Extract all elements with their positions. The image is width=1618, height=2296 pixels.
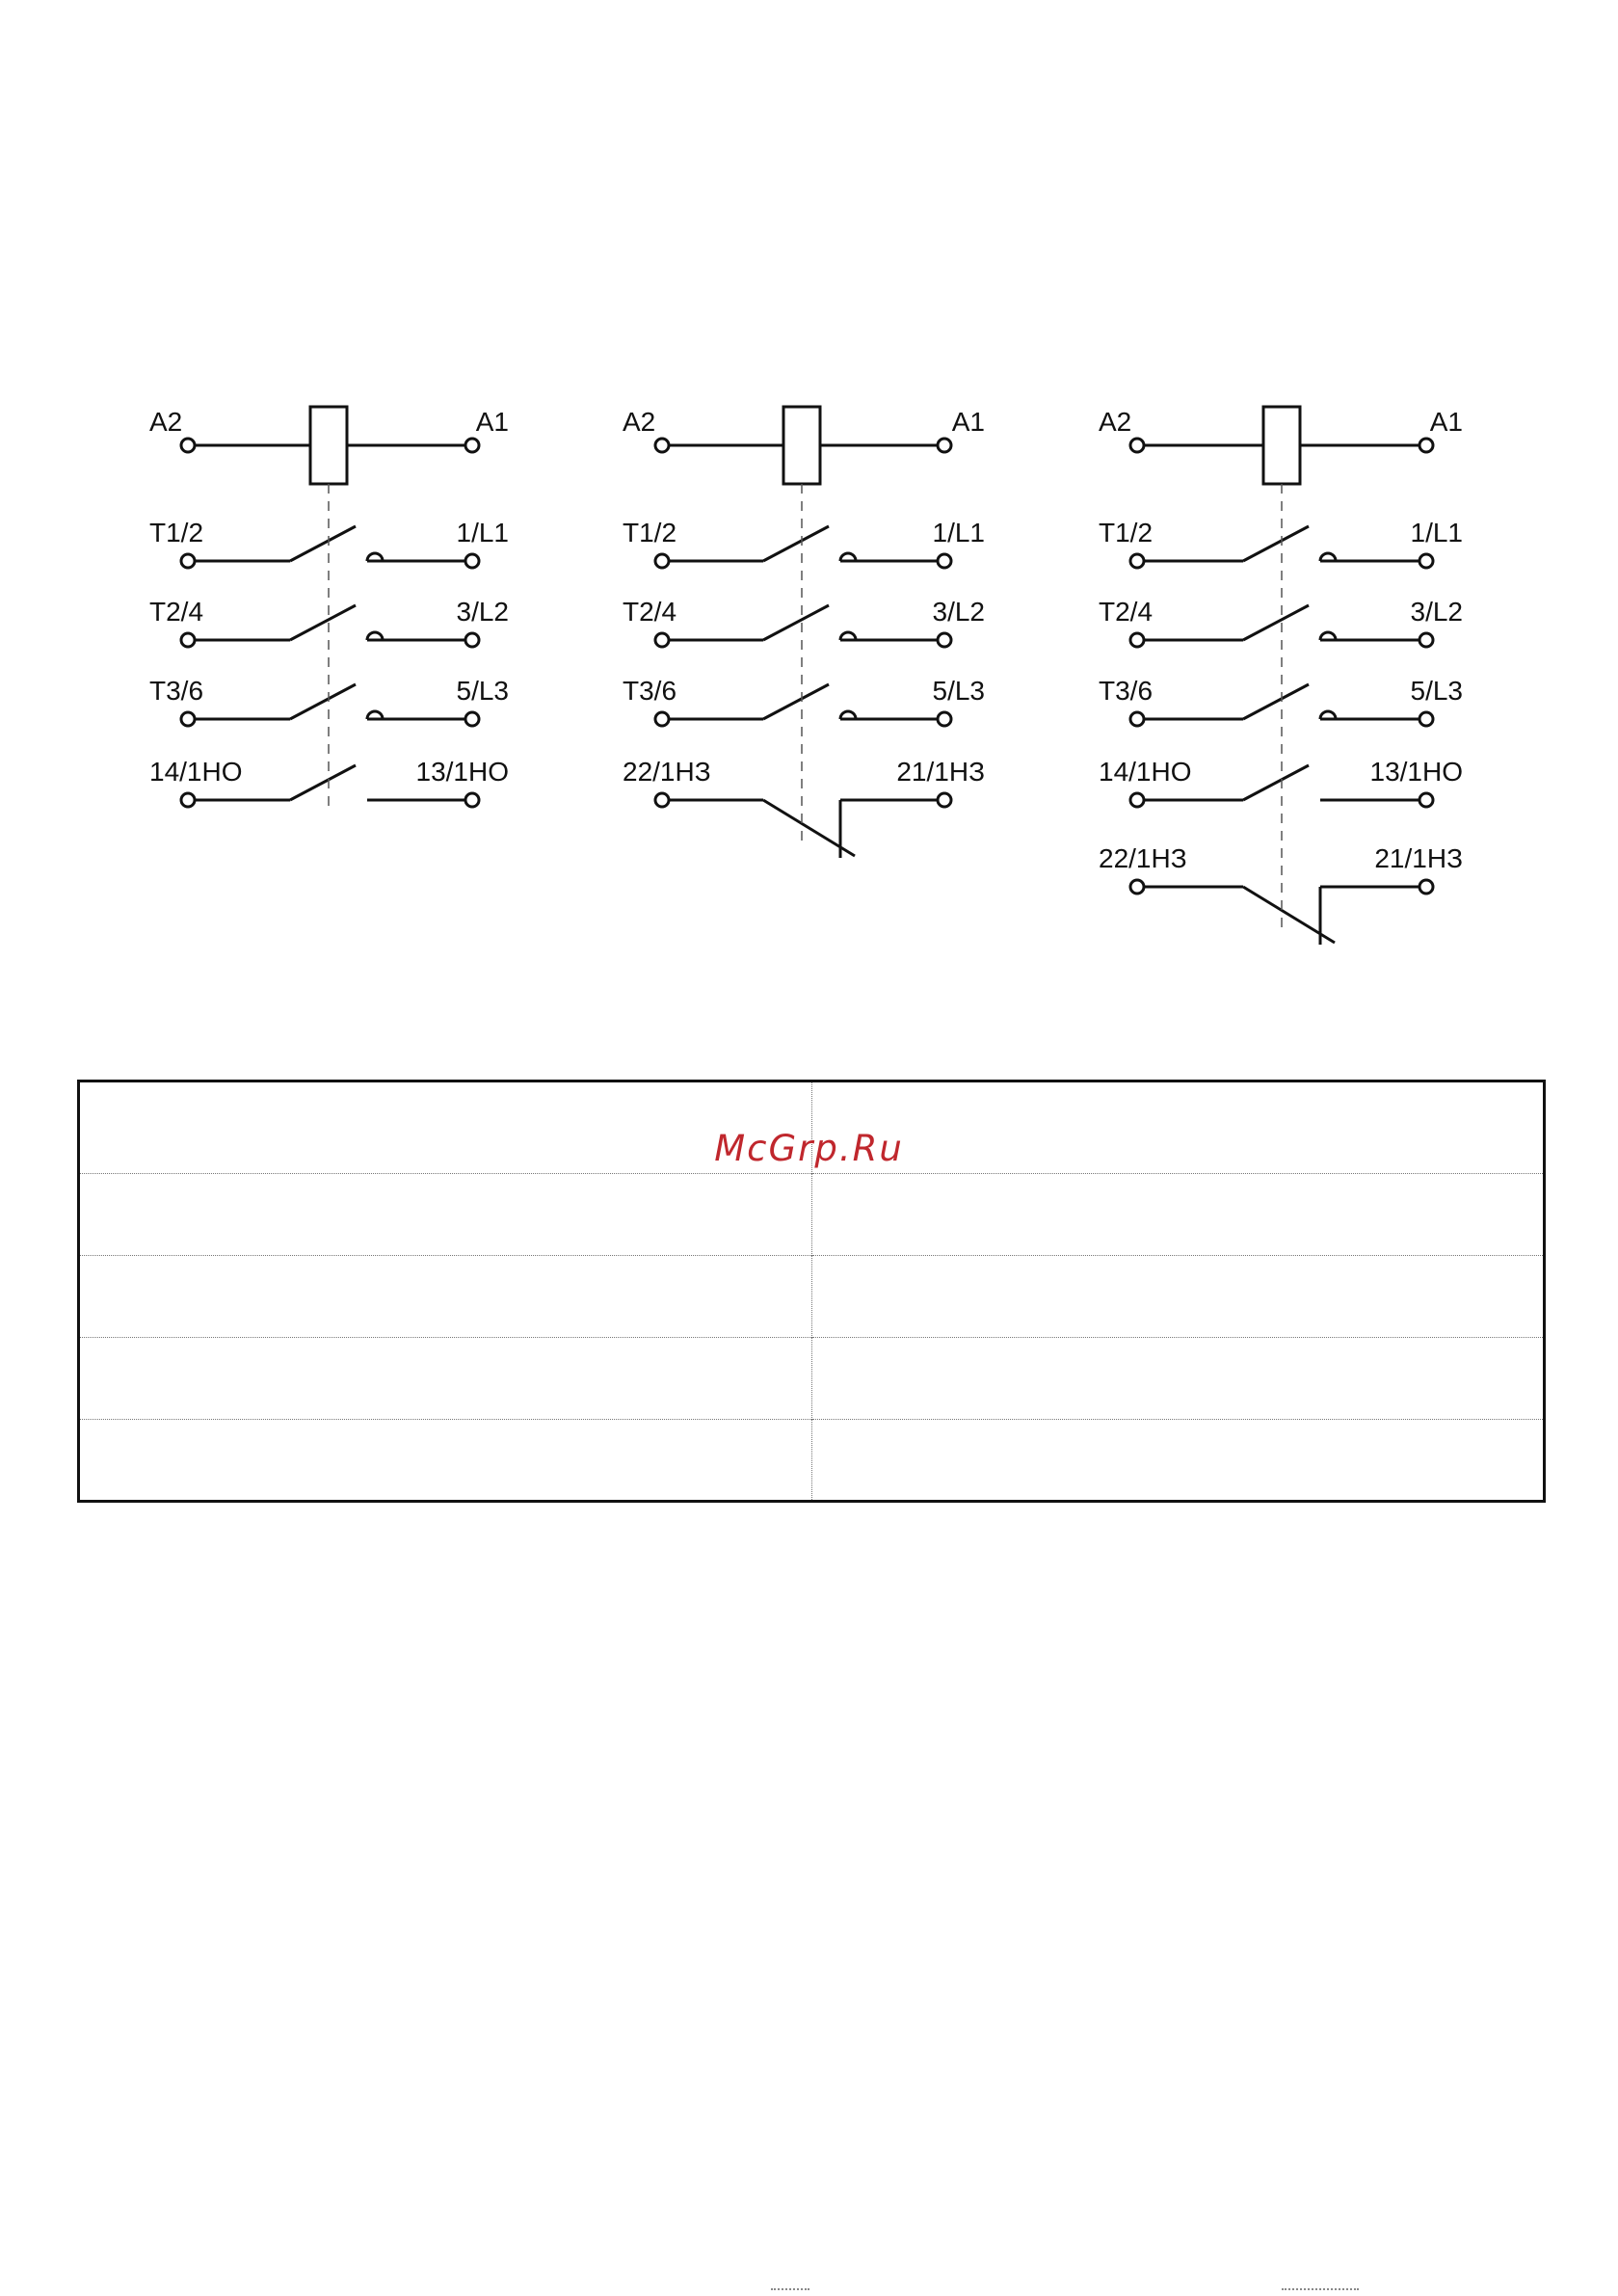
terminal-icon [655, 554, 669, 568]
terminal-icon [181, 439, 195, 452]
terminal-label-right: 1/L1 [1410, 518, 1463, 547]
contact-blade [290, 605, 356, 640]
table-row [79, 1256, 1545, 1338]
terminal-icon [1419, 439, 1433, 452]
coil-symbol [1263, 407, 1300, 484]
terminal-label-right: 1/L1 [456, 518, 509, 547]
terminal-label-right: 21/1НЗ [1374, 843, 1463, 873]
terminal-label-left: T1/2 [1099, 518, 1154, 547]
terminal-icon [655, 633, 669, 647]
footer-mark-right [1282, 2288, 1359, 2294]
terminal-label-left: T3/6 [149, 676, 204, 706]
coil-label-right: A1 [1429, 407, 1463, 437]
terminal-label-left: T1/2 [623, 518, 677, 547]
contact-blade [1243, 684, 1309, 719]
terminal-label-left: 22/1НЗ [1099, 843, 1187, 873]
terminal-label-right: 1/L1 [932, 518, 985, 547]
terminal-icon [1130, 880, 1144, 894]
terminal-label-left: T3/6 [623, 676, 677, 706]
terminal-icon [655, 712, 669, 726]
terminal-icon [938, 712, 951, 726]
contact-blade [1243, 605, 1309, 640]
coil-symbol [310, 407, 347, 484]
terminal-label-left: 22/1НЗ [623, 757, 711, 787]
watermark-text: McGrp.Ru [714, 1128, 904, 1169]
contact-blade [290, 526, 356, 561]
table-row [79, 1338, 1545, 1420]
contactor-wiring-diagrams [0, 0, 1618, 1060]
terminal-icon [181, 712, 195, 726]
terminal-label-left: T3/6 [1099, 676, 1154, 706]
terminal-icon [1419, 633, 1433, 647]
terminal-icon [181, 554, 195, 568]
coil-label-right: A1 [475, 407, 509, 437]
terminal-label-left: 14/1НО [149, 757, 243, 787]
terminal-icon [465, 712, 479, 726]
diagram-2 [623, 407, 985, 858]
coil-label-left: A2 [623, 407, 656, 437]
contact-blade [1243, 765, 1309, 800]
terminal-icon [938, 554, 951, 568]
terminal-label-right: 3/L2 [932, 597, 985, 627]
terminal-icon [181, 633, 195, 647]
table-cell [811, 1174, 1545, 1256]
terminal-icon [465, 793, 479, 807]
coil-label-left: A2 [149, 407, 183, 437]
terminal-icon [1130, 633, 1144, 647]
terminal-label-right: 5/L3 [1410, 676, 1463, 706]
contact-blade [763, 605, 829, 640]
contact-blade [290, 765, 356, 800]
terminal-icon [465, 554, 479, 568]
contact-blade [290, 684, 356, 719]
footer-mark-left [771, 2288, 809, 2294]
terminal-icon [655, 793, 669, 807]
terminal-label-left: T2/4 [1099, 597, 1154, 627]
terminal-icon [1419, 880, 1433, 894]
terminal-icon [465, 439, 479, 452]
terminal-icon [1130, 712, 1144, 726]
terminal-label-left: T1/2 [149, 518, 204, 547]
contact-blade [1243, 526, 1309, 561]
diagram-1 [149, 407, 509, 810]
terminal-icon [1419, 793, 1433, 807]
table-row [79, 1174, 1545, 1256]
diagram-3 [1099, 407, 1463, 945]
terminal-label-right: 21/1НЗ [896, 757, 985, 787]
footer-marks [0, 2284, 1618, 2296]
terminal-icon [655, 439, 669, 452]
terminal-label-right: 13/1НО [1369, 757, 1463, 787]
terminal-icon [1419, 712, 1433, 726]
terminal-label-right: 5/L3 [932, 676, 985, 706]
terminal-icon [1419, 554, 1433, 568]
contact-blade [763, 526, 829, 561]
terminal-icon [938, 633, 951, 647]
terminal-icon [1130, 793, 1144, 807]
table-cell [79, 1256, 812, 1338]
terminal-label-right: 5/L3 [456, 676, 509, 706]
terminal-icon [181, 793, 195, 807]
table-cell [811, 1338, 1545, 1420]
terminal-label-left: T2/4 [149, 597, 204, 627]
table-row [79, 1420, 1545, 1502]
table-cell [79, 1338, 812, 1420]
coil-label-left: A2 [1099, 407, 1132, 437]
terminal-label-right: 13/1НО [415, 757, 509, 787]
coil-symbol [783, 407, 820, 484]
terminal-label-left: T2/4 [623, 597, 677, 627]
table-cell [811, 1256, 1545, 1338]
table-cell [79, 1174, 812, 1256]
terminal-label-right: 3/L2 [1410, 597, 1463, 627]
table-cell [79, 1420, 812, 1502]
terminal-icon [938, 793, 951, 807]
terminal-label-right: 3/L2 [456, 597, 509, 627]
table-cell [811, 1420, 1545, 1502]
contact-blade [763, 684, 829, 719]
terminal-label-left: 14/1НО [1099, 757, 1192, 787]
terminal-icon [1130, 439, 1144, 452]
terminal-icon [938, 439, 951, 452]
coil-label-right: A1 [951, 407, 985, 437]
terminal-icon [1130, 554, 1144, 568]
terminal-icon [465, 633, 479, 647]
